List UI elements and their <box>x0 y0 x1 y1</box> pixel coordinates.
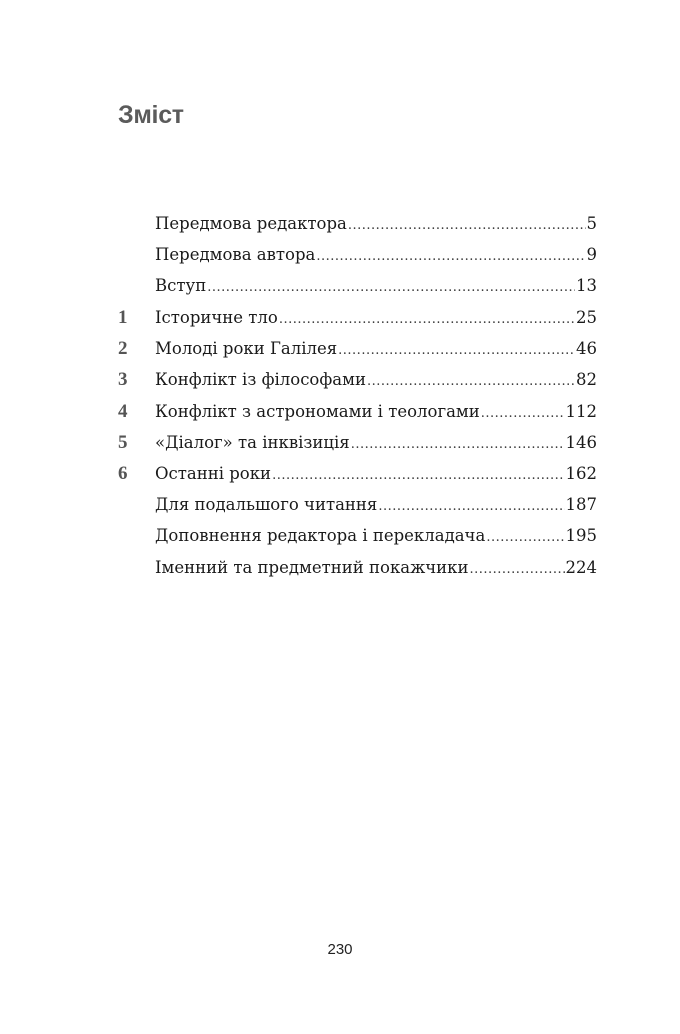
dot-leader <box>279 304 575 335</box>
entry-title: Передмова редактора <box>155 214 347 233</box>
toc-entry <box>0 552 680 583</box>
chapter-number: 3 <box>118 369 128 390</box>
entry-page-number: 82 <box>576 370 597 389</box>
entry-title: Останні роки <box>155 464 272 483</box>
entry-page-number: 195 <box>565 526 597 545</box>
toc-entry <box>0 333 680 364</box>
entry-page-number: 112 <box>565 402 597 421</box>
toc-entry <box>0 427 680 458</box>
chapter-number: 2 <box>118 338 128 359</box>
entry-page-number: 46 <box>576 339 597 358</box>
dot-leader <box>348 210 586 241</box>
page-title: Зміст <box>118 101 184 129</box>
dot-leader <box>367 366 575 397</box>
dot-leader <box>207 272 575 303</box>
toc-entry <box>0 396 680 427</box>
toc-entry <box>0 458 680 489</box>
dot-leader <box>378 491 564 522</box>
dot-leader <box>316 241 585 272</box>
toc-entry <box>0 270 680 301</box>
page-number: 230 <box>327 941 353 958</box>
toc-entry <box>0 239 680 270</box>
toc-entry <box>0 364 680 395</box>
entry-page-number: 9 <box>586 245 597 264</box>
chapter-number: 6 <box>118 463 128 484</box>
entry-title: Вступ <box>155 276 207 295</box>
entry-title: Доповнення редактора і перекладача <box>155 526 486 545</box>
toc-entry <box>0 489 680 520</box>
entry-title: «Діалог» та інквізиція <box>155 433 350 452</box>
entry-page-number: 5 <box>586 214 597 233</box>
dot-leader <box>486 522 564 553</box>
toc-entry <box>0 208 680 239</box>
entry-title: Для подальшого читання <box>155 495 378 514</box>
dot-leader <box>338 335 575 366</box>
dot-leader <box>272 460 564 491</box>
entry-page-number: 146 <box>565 433 597 452</box>
entry-page-number: 25 <box>576 308 597 327</box>
entry-page-number: 13 <box>576 276 597 295</box>
chapter-number: 5 <box>118 432 128 453</box>
dot-leader <box>481 398 565 429</box>
chapter-number: 4 <box>118 401 128 422</box>
toc-entry <box>0 302 680 333</box>
entry-page-number: 187 <box>565 495 597 514</box>
dot-leader <box>351 429 565 460</box>
entry-title: Історичне тло <box>155 308 278 327</box>
entry-title: Конфлікт із філософами <box>155 370 366 389</box>
dot-leader <box>469 554 564 585</box>
entry-title: Іменний та предметний покажчики <box>155 558 469 577</box>
chapter-number: 1 <box>118 307 128 328</box>
entry-title: Молоді роки Галілея <box>155 339 338 358</box>
entry-title: Передмова автора <box>155 245 316 264</box>
entry-page-number: 162 <box>565 464 597 483</box>
entry-title: Конфлікт з астрономами і теологами <box>155 402 480 421</box>
toc-entry <box>0 520 680 551</box>
entry-page-number: 224 <box>565 558 597 577</box>
